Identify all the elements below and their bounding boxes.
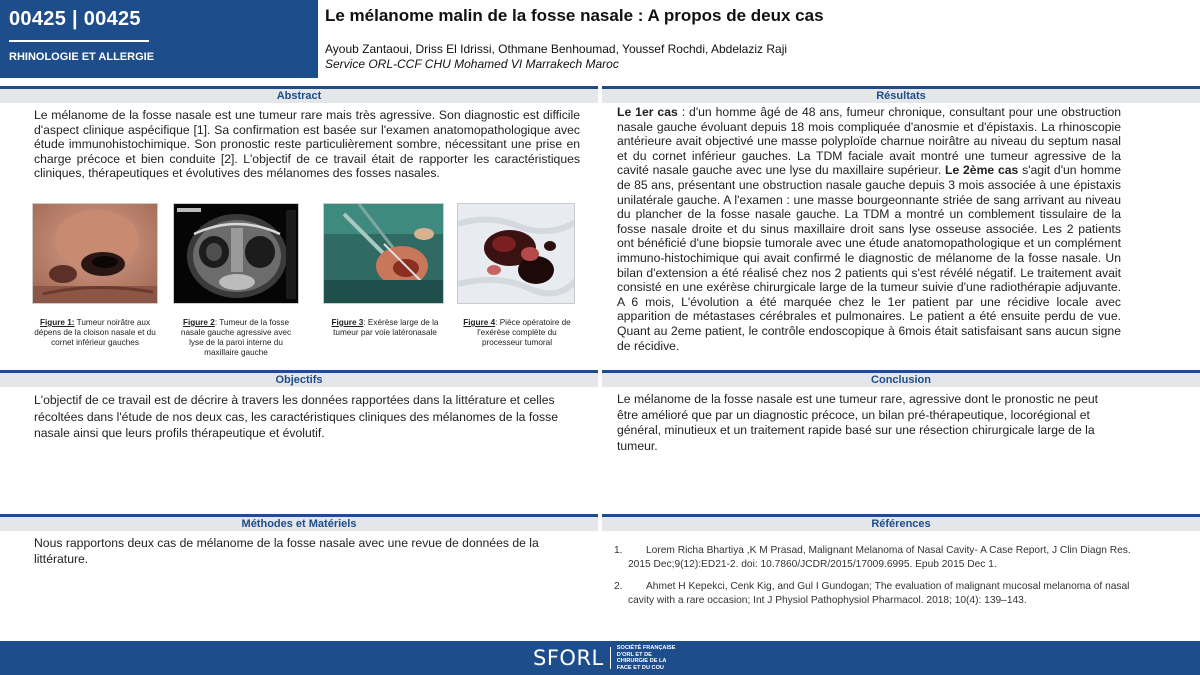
reference-item bbox=[614, 580, 1154, 608]
conclusion-heading: Conclusion bbox=[602, 370, 1200, 387]
figure-1-image bbox=[32, 203, 158, 304]
footer-bar bbox=[0, 641, 1200, 675]
resultats-text bbox=[617, 105, 1121, 353]
figure-2-label: Figure 2 bbox=[182, 318, 215, 327]
category-label: RHINOLOGIE ET ALLERGIE bbox=[9, 51, 155, 63]
reference-text: Ahmet H Kepekci, Cenk Kig, and Gul I Gundogan; The evaluation of malignant mucosal melanoma of nasal cavity with a rare occasion; Int J Physiol Pathophysiol Pharmacol. 2018; 10(4): 139–143. bbox=[628, 581, 1130, 606]
methodes-text: Nous rapportons deux cas de mélanome de la fosse nasale avec une revue de données de la littérature. bbox=[34, 536, 539, 566]
figure-3-caption: : Exérèse large de la tumeur par voie latéronasale bbox=[333, 318, 439, 337]
header-box bbox=[0, 0, 318, 78]
authors: Ayoub Zantaoui, Driss El Idrissi, Othmane Benhoumad, Youssef Rochdi, Abdelaziz Raji bbox=[325, 42, 788, 56]
logo-mark: SFORL bbox=[533, 646, 604, 670]
sforl-logo bbox=[533, 645, 677, 671]
reference-number: 2. bbox=[614, 581, 623, 592]
objectifs-text: L'objectif de ce travail est de décrire à travers les données rapportées dans la littérature et celles récoltées dans l'étude de nos deux cas, les caractéristiques cliniques des mélanomes de la fosse nasale ainsi que leurs profils thérapeutique et évolutif. bbox=[34, 393, 558, 440]
case2-text: s'agit d'un homme de 85 ans, présentant une obstruction nasale gauche depuis 3 mois associée à une épistaxis unilatérale gauche. A l'examen : une masse bourgeonnante striée de sang arrivant au niveau du plancher de la fosse nasale gauche. La TDM a montré un comblement tissulaire de la fosse nasale droite et du sinus maxillaire droit sans lyse osseuse associée. Les 2 patients ont bénéficié d'une biopsie tumorale avec une étude anatomopathologique et un complément immuno-histochimique qui avait confirmé le diagnostic de mélanome de la fosse nasale. Un bilan d'extension a été réalisé chez nos 2 patients qui s'est révélé négatif. Le traitement avait consisté en une exérèse chirurgicale large de la tumeur suivie d'une radiothérapie adjuvante. A 6 mois, L'évolution a été marquée chez le 1er patient par une récidive locale avec apparition de métastases cérébrales et pulmonaires. Le patient a été ensuite perdu de vue. Quant au 2eme patient, le contrôle endoscopique à 6mois était satisfaisant sans aucun signe de récidive. bbox=[617, 163, 1121, 353]
references-heading: Références bbox=[602, 514, 1200, 531]
figure-1-label: Figure 1: bbox=[39, 318, 75, 327]
logo-separator bbox=[610, 647, 611, 669]
figure-2-caption: : Tumeur de la fosse nasale gauche agressive avec lyse de la paroi interne du maxillaire gauche bbox=[180, 318, 292, 357]
figure-4-label: Figure 4 bbox=[463, 318, 496, 327]
reference-item bbox=[614, 544, 1154, 572]
figure-4-image bbox=[457, 203, 575, 304]
poster-ids: 00425 | 00425 bbox=[9, 8, 141, 30]
header-rule bbox=[9, 40, 149, 42]
figure-3-image bbox=[323, 203, 444, 304]
case1-label: Le 1er cas bbox=[617, 105, 678, 119]
case2-label: Le 2ème cas bbox=[945, 163, 1019, 178]
abstract-text: Le mélanome de la fosse nasale est une tumeur rare mais très agressive. Son diagnostic est difficile d'aspect clinique aspécifique [1]. Sa confirmation est basée sur l'examen anatomopathologique avec étude immunohistochimique. Son pronostic reste particulièrement sombre, nécessitant une prise en charge précoce et bien conduite [2]. L'objectif de ce travail était de rapporter les caractéristiques cliniques, thérapeutiques et évolutives des mélanomes des fosses nasales. bbox=[34, 108, 580, 181]
figure-3-label: Figure 3 bbox=[331, 318, 364, 327]
objectifs-heading: Objectifs bbox=[0, 370, 598, 387]
figure-4-caption: : Pièce opératoire de l'exérèse complète du processeur tumoral bbox=[477, 318, 571, 347]
poster-title: Le mélanome malin de la fosse nasale : A propos de deux cas bbox=[325, 6, 824, 25]
references-list bbox=[614, 544, 1154, 616]
abstract-heading: Abstract bbox=[0, 86, 598, 103]
figure-2-image bbox=[173, 203, 299, 304]
case1-text: : d'un homme âgé de 48 ans, fumeur chronique, consultant pour une obstruction nasale gauche évoluant depuis 18 mois compliquée d'anosmie et d'épistaxis. La rhinoscopie antérieure avait objectivé une masse polyploïde charnue noirâtre au niveau du septum nasal et du cornet inférieur gauches. La TDM faciale avait montré une tumeur agressive de la cavité nasale gauche avec une lyse du maxillaire supérieur. bbox=[617, 105, 1121, 178]
methodes-heading: Méthodes et Matériels bbox=[0, 514, 598, 531]
affiliation: Service ORL-CCF CHU Mohamed VI Marrakech Maroc bbox=[325, 57, 619, 71]
conclusion-text: Le mélanome de la fosse nasale est une tumeur rare, agressive dont le pronostic ne peut être amélioré que par un diagnostic précoce, un bilan pré-thérapeutique, locorégional et général, minutieux et un traitement rapide basé sur une résection chirurgicale large de la tumeur. bbox=[617, 392, 1099, 453]
reference-number: 1. bbox=[614, 545, 623, 556]
figure-1-caption: Tumeur noirâtre aux dépens de la cloison nasale et du cornet inférieur gauches bbox=[34, 318, 156, 347]
resultats-heading: Résultats bbox=[602, 86, 1200, 103]
logo-text: SOCIÉTÉ FRANÇAISE D'ORL ET DE CHIRURGIE DE LA FACE ET DU COU bbox=[616, 645, 676, 671]
reference-text: Lorem Richa Bhartiya ,K M Prasad, Malignant Melanoma of Nasal Cavity- A Case Report, J Clin Diagn Res. 2015 Dec;9(12):ED21-2. doi: 10.7860/JCDR/2015/17009.6995. Epub 2015 Dec 1. bbox=[628, 545, 1131, 570]
